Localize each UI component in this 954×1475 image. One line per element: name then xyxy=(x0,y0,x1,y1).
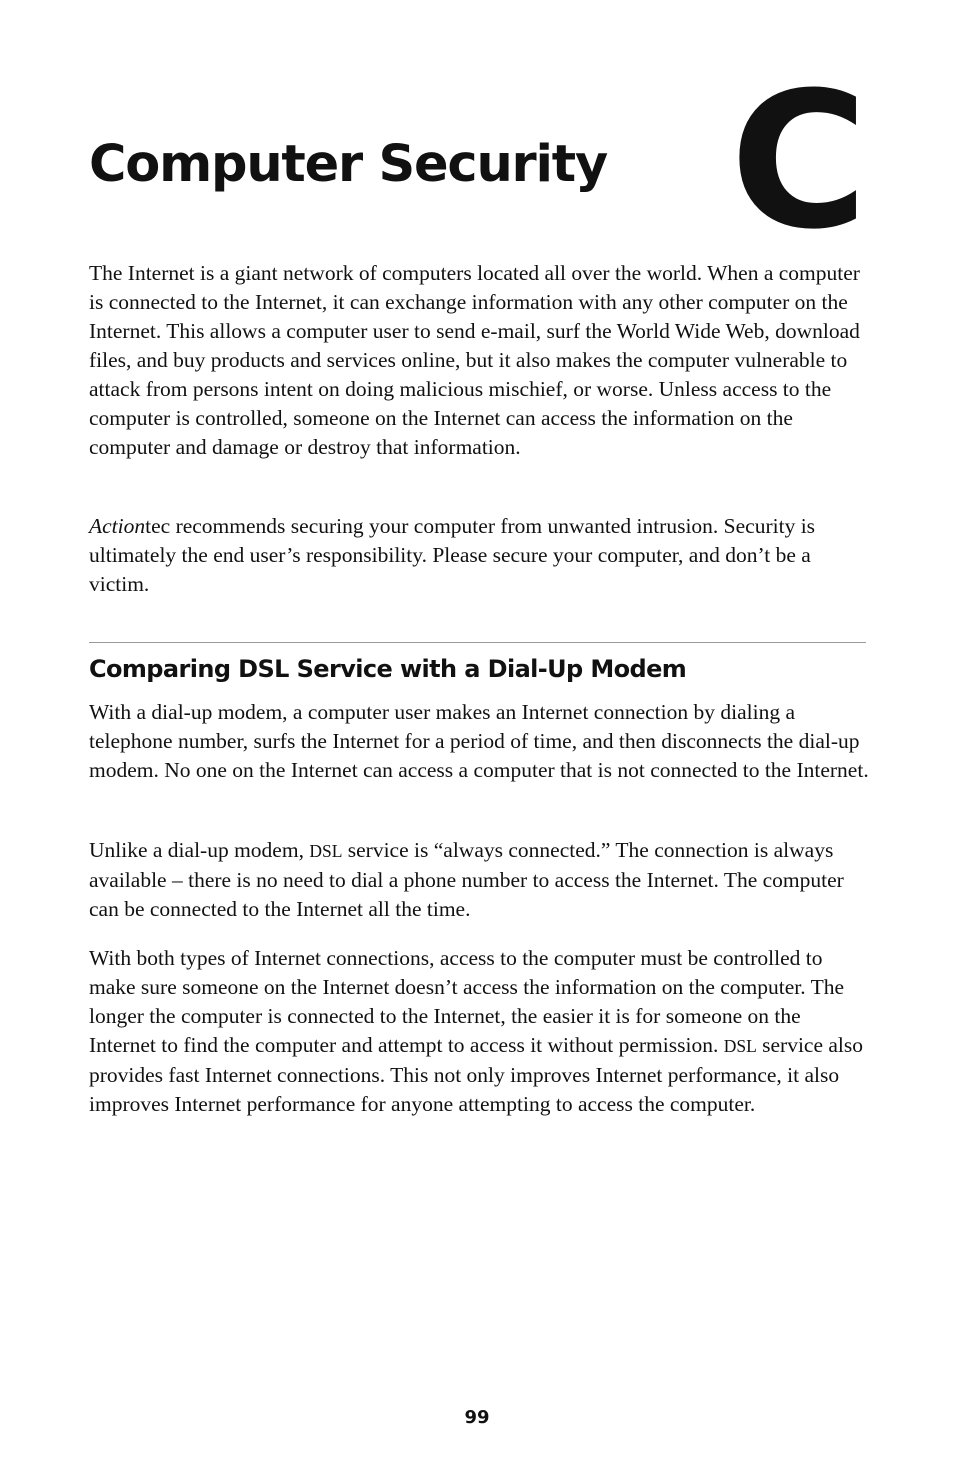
text-segment: service also provides fast Internet connections. This not only improves Internet performance, it also improves Internet performance for anyone attempting to access the computer. xyxy=(89,1033,864,1116)
dsl-acronym: DSL xyxy=(309,841,343,861)
recommendation-paragraph xyxy=(89,512,869,599)
section-heading: Comparing DSL Service with a Dial-Up Modem xyxy=(89,655,687,683)
dsl-acronym: DSL xyxy=(723,1036,757,1056)
intro-paragraph: The Internet is a giant network of computers located all over the world. When a computer is connected to the Internet, it can exchange information with any other computer on the Internet. This allows a computer user to send e-mail, surf the World Wide Web, download files, and buy products and services online, but it also makes the computer vulnerable to attack from persons intent on doing malicious mischief, or worse. Unless access to the computer is controlled, someone on the Internet can access the information on the computer and damage or destroy that information. xyxy=(89,261,860,459)
text-segment: With both types of Internet connections, access to the computer must be controlled to make sure someone on the Internet doesn’t access the information on the computer. The longer the computer is connected to the Internet, the easier it is for someone on the Internet to find the computer and attempt to access it without permission. xyxy=(89,946,845,1057)
text-segment: service is “always connected.” The connection is always available – there is no need to dial a phone number to access the Internet. The computer can be connected to the Internet all the time. xyxy=(89,838,844,921)
brand-name-italic: Action xyxy=(89,514,146,538)
dsl-always-connected-paragraph xyxy=(89,836,869,924)
access-control-paragraph xyxy=(89,944,869,1119)
recommendation-text: recommends securing your computer from unwanted intrusion. Security is ultimately the end user’s responsibility. Please secure your computer, and don’t be a victim. xyxy=(89,514,816,596)
page-number: 99 xyxy=(464,1407,490,1428)
brand-name-rest: tec xyxy=(145,514,171,538)
section-divider xyxy=(89,642,866,643)
chapter-letter: C xyxy=(730,52,862,271)
text-segment: Unlike a dial-up modem, xyxy=(89,838,310,862)
dialup-paragraph: With a dial-up modem, a computer user makes an Internet connection by dialing a telephone number, surfs the Internet for a period of time, and then disconnects the dial-up modem. No one on the Internet can access a computer that is not connected to the Internet. xyxy=(89,700,869,782)
chapter-title: Computer Security xyxy=(89,135,608,194)
